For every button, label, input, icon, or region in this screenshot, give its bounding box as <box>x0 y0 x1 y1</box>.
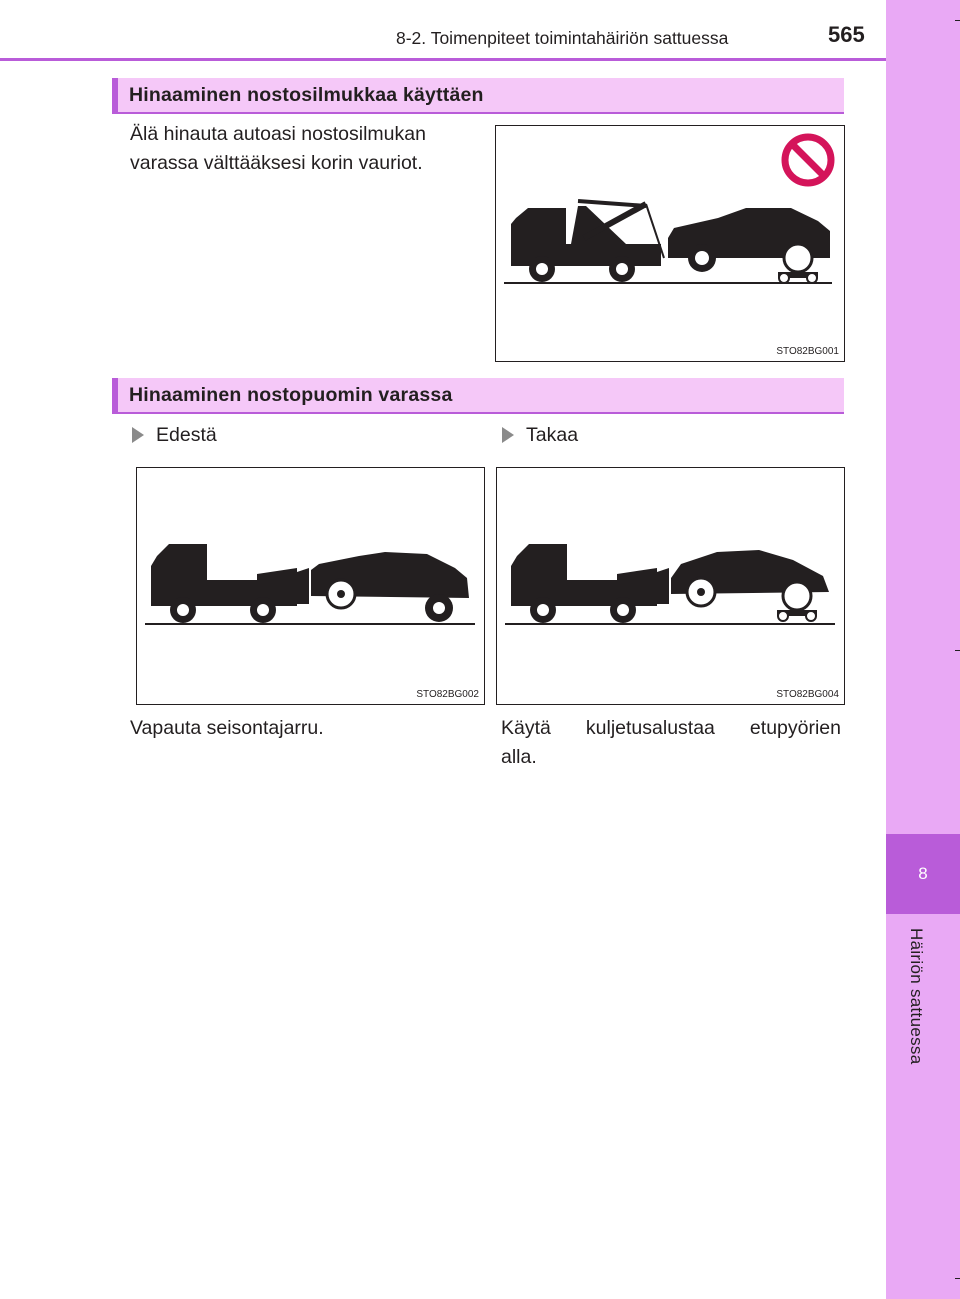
front-tow-illustration <box>137 468 484 704</box>
figure-rear-tow <box>496 467 845 705</box>
arrow-bullet-icon <box>132 427 144 443</box>
figure-code: STO82BG001 <box>776 346 839 357</box>
tow-truck-icon <box>511 544 669 623</box>
rear-tow-text-line: Käytä kuljetusalustaa etupyörien <box>501 717 841 739</box>
chapter-title: Häiriön sattuessa <box>907 928 926 1065</box>
section-heading-bar <box>112 378 844 414</box>
section-heading-bar <box>112 78 844 114</box>
section-text <box>130 120 426 178</box>
page-number: 565 <box>828 22 865 47</box>
figure-tow-hook <box>495 125 845 362</box>
crop-mark <box>955 1278 960 1279</box>
section-title: Hinaaminen nostopuomin varassa <box>129 384 453 406</box>
rear-tow-illustration <box>497 468 844 704</box>
crop-mark <box>955 650 960 651</box>
bullet-label: Edestä <box>156 424 217 446</box>
running-header: 8-2. Toimenpiteet toimintahäiriön sattuessa <box>396 28 729 48</box>
arrow-bullet-icon <box>502 427 514 443</box>
crop-mark <box>955 20 960 21</box>
rear-tow-text-line: alla. <box>501 746 537 768</box>
rear-tow-text <box>501 714 841 772</box>
section-text-line: Älä hinauta autoasi nostosilmukan <box>130 123 426 145</box>
tow-truck-sling-illustration <box>496 126 844 361</box>
tow-truck-icon <box>511 201 664 282</box>
section-title: Hinaaminen nostosilmukkaa käyttäen <box>129 84 484 106</box>
bullet-label: Takaa <box>526 424 579 446</box>
car-icon <box>668 208 830 283</box>
prohibition-icon <box>785 137 831 183</box>
figure-front-tow <box>136 467 485 705</box>
bullet-item-front <box>132 424 217 447</box>
tow-truck-icon <box>151 544 309 623</box>
section-text-line: varassa välttääksesi korin vauriot. <box>130 152 423 174</box>
figure-code: STO82BG004 <box>776 689 839 700</box>
chapter-number-tab[interactable] <box>886 834 960 914</box>
car-icon <box>671 550 829 621</box>
bullet-item-rear <box>502 424 578 447</box>
front-tow-text: Vapauta seisontajarru. <box>130 717 324 739</box>
header-rule <box>0 58 886 61</box>
figure-code: STO82BG002 <box>416 689 479 700</box>
chapter-number: 8 <box>918 864 928 883</box>
chapter-side-tab <box>886 0 960 1299</box>
car-icon <box>311 552 469 622</box>
